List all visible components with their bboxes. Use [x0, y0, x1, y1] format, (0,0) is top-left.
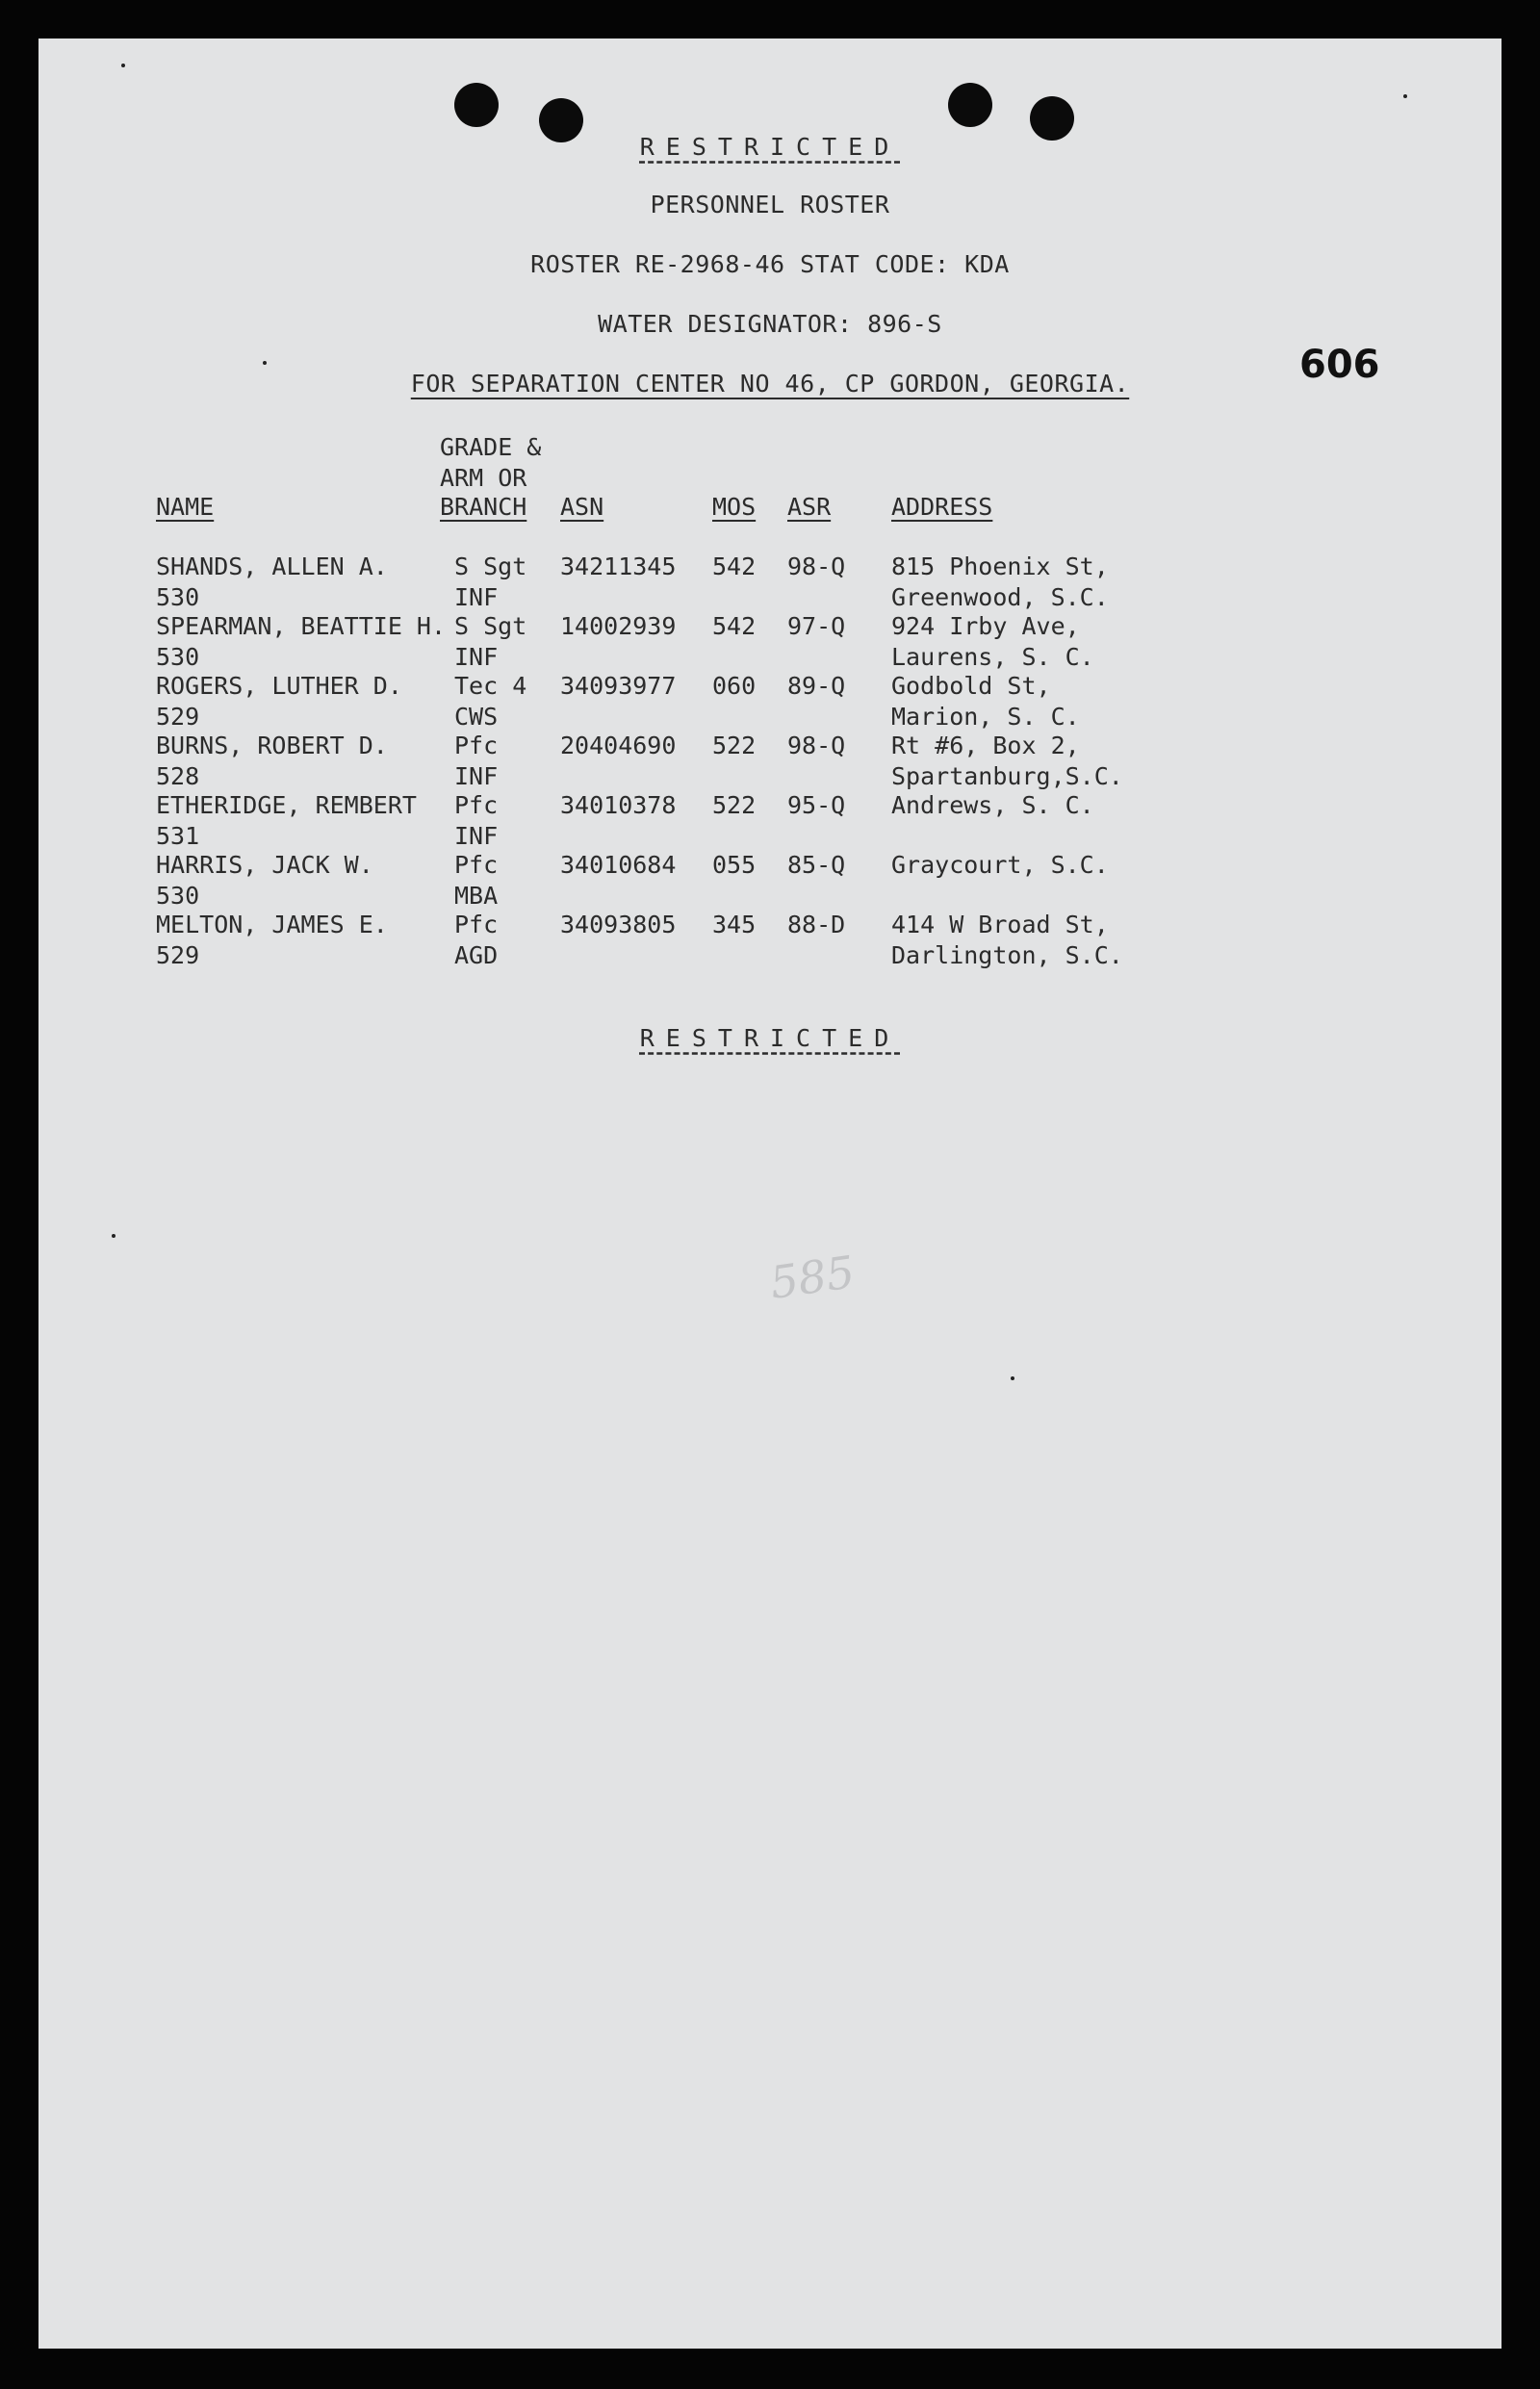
cell-address-2: Laurens, S. C.: [891, 643, 1094, 671]
cell-grade: Pfc: [454, 732, 499, 759]
col-header-address: ADDRESS: [891, 493, 993, 521]
cell-code: 530: [156, 583, 200, 611]
roster-title: PERSONNEL ROSTER: [650, 191, 890, 218]
cell-grade: Pfc: [454, 791, 499, 819]
cell-address-1: 414 W Broad St,: [891, 911, 1109, 938]
cell-address-1: Rt #6, Box 2,: [891, 732, 1080, 759]
water-designator: WATER DESIGNATOR: 896-S: [598, 310, 942, 338]
cell-code: 529: [156, 703, 200, 731]
cell-asn: 34010684: [560, 851, 677, 879]
cell-name: ETHERIDGE, REMBERT: [156, 791, 417, 819]
cell-branch: CWS: [454, 703, 499, 731]
cell-asr: 88-D: [787, 911, 846, 938]
cell-branch: INF: [454, 583, 499, 611]
cell-mos: 055: [712, 851, 757, 879]
cell-mos: 522: [712, 732, 757, 759]
cell-asn: 34010378: [560, 791, 677, 819]
cell-branch: INF: [454, 762, 499, 790]
cell-address-2: Darlington, S.C.: [891, 941, 1123, 969]
dust-speck: [1011, 1376, 1014, 1380]
punch-hole: [948, 83, 992, 127]
roster-number: ROSTER RE-2968-46 STAT CODE: KDA: [530, 250, 1010, 278]
col-header-name: NAME: [156, 493, 215, 521]
cell-code: 531: [156, 822, 200, 850]
cell-name: MELTON, JAMES E.: [156, 911, 388, 938]
cell-asr: 89-Q: [787, 672, 846, 700]
cell-mos: 542: [712, 612, 757, 640]
cell-name: BURNS, ROBERT D.: [156, 732, 388, 759]
cell-code: 530: [156, 882, 200, 910]
cell-address-2: Greenwood, S.C.: [891, 583, 1109, 611]
cell-branch: INF: [454, 643, 499, 671]
restricted-footer: RESTRICTED: [639, 1024, 901, 1052]
cell-code: 528: [156, 762, 200, 790]
page-number: 606: [1299, 343, 1380, 387]
col-header-grade-3: BRANCH: [440, 493, 527, 521]
dust-speck: [121, 64, 125, 67]
dust-speck: [1403, 94, 1407, 98]
cell-name: SPEARMAN, BEATTIE H.: [156, 612, 447, 640]
cell-address-1: 815 Phoenix St,: [891, 552, 1109, 580]
cell-mos: 542: [712, 552, 757, 580]
cell-mos: 522: [712, 791, 757, 819]
cell-asn: 34211345: [560, 552, 677, 580]
cell-address-1: Andrews, S. C.: [891, 791, 1094, 819]
separation-center: FOR SEPARATION CENTER NO 46, CP GORDON, GEORGIA.: [410, 370, 1130, 398]
cell-code: 530: [156, 643, 200, 671]
cell-branch: AGD: [454, 941, 499, 969]
pencil-notation: 585: [766, 1246, 859, 1309]
col-header-grade-2: ARM OR: [440, 464, 527, 492]
cell-address-1: Godbold St,: [891, 672, 1051, 700]
cell-asr: 97-Q: [787, 612, 846, 640]
cell-mos: 060: [712, 672, 757, 700]
cell-branch: INF: [454, 822, 499, 850]
restricted-header: RESTRICTED: [639, 133, 901, 161]
col-header-mos: MOS: [712, 493, 757, 521]
dust-speck: [263, 361, 267, 365]
cell-branch: MBA: [454, 882, 499, 910]
col-header-asn: ASN: [560, 493, 604, 521]
cell-grade: Pfc: [454, 911, 499, 938]
cell-address-2: Marion, S. C.: [891, 703, 1080, 731]
cell-asr: 98-Q: [787, 732, 846, 759]
cell-grade: S Sgt: [454, 552, 527, 580]
cell-asr: 95-Q: [787, 791, 846, 819]
cell-asr: 85-Q: [787, 851, 846, 879]
cell-name: SHANDS, ALLEN A.: [156, 552, 388, 580]
cell-grade: Tec 4: [454, 672, 527, 700]
cell-name: ROGERS, LUTHER D.: [156, 672, 402, 700]
cell-mos: 345: [712, 911, 757, 938]
cell-asr: 98-Q: [787, 552, 846, 580]
cell-code: 529: [156, 941, 200, 969]
dust-speck: [112, 1234, 116, 1238]
col-header-grade-1: GRADE &: [440, 433, 542, 461]
cell-asn: 34093977: [560, 672, 677, 700]
cell-address-1: Graycourt, S.C.: [891, 851, 1109, 879]
col-header-asr: ASR: [787, 493, 832, 521]
punch-hole: [454, 83, 499, 127]
cell-grade: S Sgt: [454, 612, 527, 640]
cell-name: HARRIS, JACK W.: [156, 851, 373, 879]
cell-address-2: Spartanburg,S.C.: [891, 762, 1123, 790]
cell-asn: 34093805: [560, 911, 677, 938]
cell-address-1: 924 Irby Ave,: [891, 612, 1080, 640]
cell-grade: Pfc: [454, 851, 499, 879]
cell-asn: 20404690: [560, 732, 677, 759]
cell-asn: 14002939: [560, 612, 677, 640]
